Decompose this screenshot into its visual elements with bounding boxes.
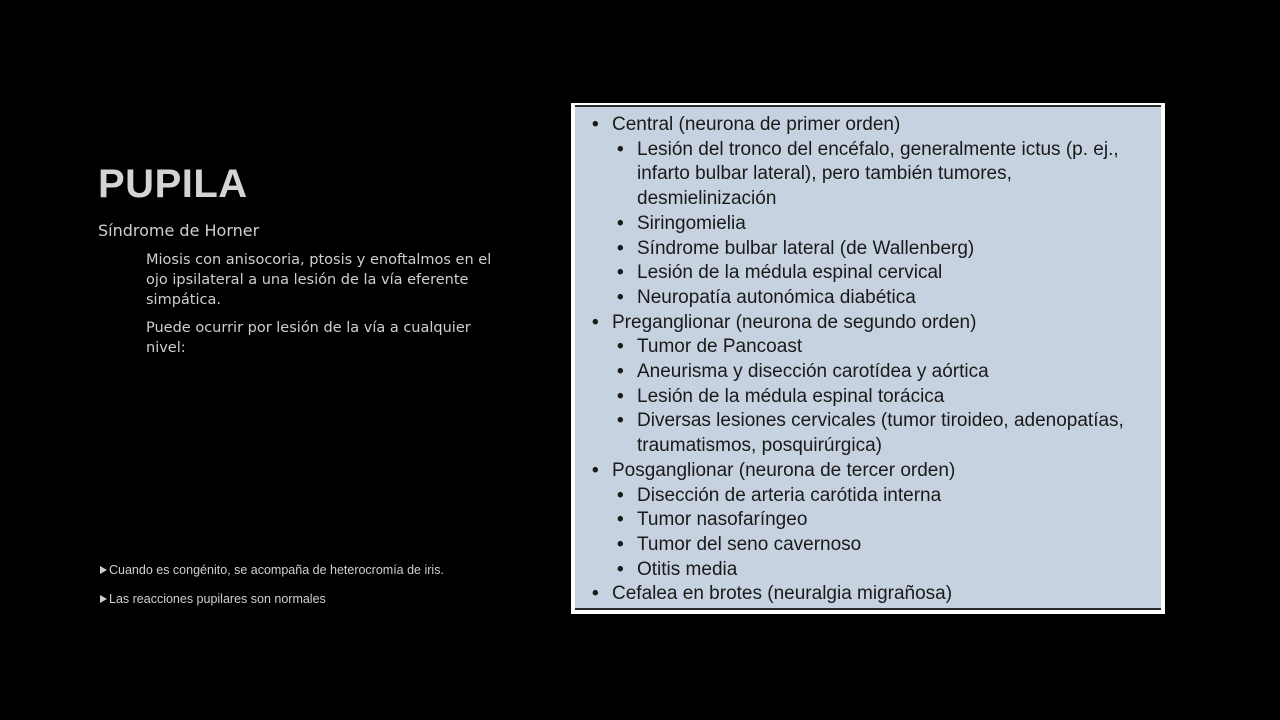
note-item (98, 592, 326, 606)
cause-group-label: Preganglionar (neurona de segundo orden) (612, 311, 977, 333)
cause-item-text: Lesión del tronco del encéfalo, generalmente ictus (p. ej., infarto bulbar lateral), pero también tumores, desmielinización (637, 138, 1119, 210)
bullet-icon: • (617, 237, 624, 259)
cause-item-text: Lesión de la médula espinal cervical (637, 262, 943, 284)
cause-item-text: Tumor de Pancoast (637, 336, 803, 358)
slide-title: PUPILA (98, 162, 248, 206)
bullet-icon: • (592, 311, 599, 333)
causes-list (575, 113, 1161, 607)
bullet-icon: • (617, 410, 624, 432)
cause-item (575, 409, 1137, 458)
note-text: Las reacciones pupilares son normales (109, 592, 326, 606)
cause-item-text: Siringomielia (637, 212, 746, 234)
cause-item (575, 533, 1137, 558)
cause-item (575, 138, 1137, 212)
cause-item-text: Tumor nasofaríngeo (637, 509, 808, 531)
arrow-bullet-icon (100, 566, 107, 574)
bullet-icon: • (617, 509, 624, 531)
cause-item (575, 237, 1137, 262)
note-item (98, 563, 444, 577)
cause-item-text: Disección de arteria carótida interna (637, 484, 942, 506)
cause-item-text: Diversas lesiones cervicales (tumor tiroideo, adenopatías, traumatismos, posquirúrgica) (637, 410, 1124, 457)
cause-item-text: Aneurisma y disección carotídea y aórtica (637, 361, 989, 383)
causes-table (575, 107, 1161, 610)
bullet-icon: • (617, 385, 624, 407)
arrow-bullet-icon (100, 595, 107, 603)
bullet-icon: • (617, 361, 624, 383)
cause-group (575, 113, 1161, 138)
slide-subtitle: Síndrome de Horner (98, 221, 260, 240)
bullet-icon: • (592, 114, 599, 135)
cause-item (575, 558, 1137, 583)
bullet-icon: • (617, 558, 624, 580)
bullet-icon: • (592, 459, 599, 481)
bullet-icon: • (617, 533, 624, 555)
paragraph-definition: Miosis con anisocoria, ptosis y enoftalmos en el ojo ipsilateral a una lesión de la vía eferente simpática. (146, 252, 492, 308)
paragraph-cause: Puede ocurrir por lesión de la vía a cualquier nivel: (146, 320, 471, 356)
cause-item-text: Síndrome bulbar lateral (de Wallenberg) (637, 237, 975, 259)
bullet-icon: • (617, 484, 624, 506)
cause-item (575, 508, 1137, 533)
bullet-icon: • (617, 336, 624, 358)
cause-group (575, 459, 1161, 484)
cause-group-label: Posganglionar (neurona de tercer orden) (612, 459, 956, 481)
cause-item (575, 360, 1137, 385)
cause-item-text: Otitis media (637, 558, 738, 580)
cause-item-text: Neuropatía autonómica diabética (637, 286, 916, 308)
bullet-icon: • (592, 583, 599, 605)
bullet-icon: • (617, 138, 624, 160)
cause-group-label: Cefalea en brotes (neuralgia migrañosa) (612, 583, 953, 605)
bullet-icon: • (617, 212, 624, 234)
note-text: Cuando es congénito, se acompaña de heterocromía de iris. (109, 563, 444, 577)
cause-item (575, 286, 1137, 311)
cause-item-text: Tumor del seno cavernoso (637, 533, 862, 555)
cause-group-label: Central (neurona de primer orden) (612, 114, 901, 135)
cause-item (575, 212, 1137, 237)
bullet-icon: • (617, 262, 624, 284)
cause-item (575, 261, 1137, 286)
cause-group (575, 311, 1161, 336)
causes-table-image (571, 103, 1165, 614)
cause-item (575, 484, 1137, 509)
cause-item (575, 385, 1137, 410)
bullet-icon: • (617, 286, 624, 308)
cause-item-text: Lesión de la médula espinal torácica (637, 385, 945, 407)
cause-item (575, 335, 1137, 360)
cause-group (575, 582, 1161, 607)
